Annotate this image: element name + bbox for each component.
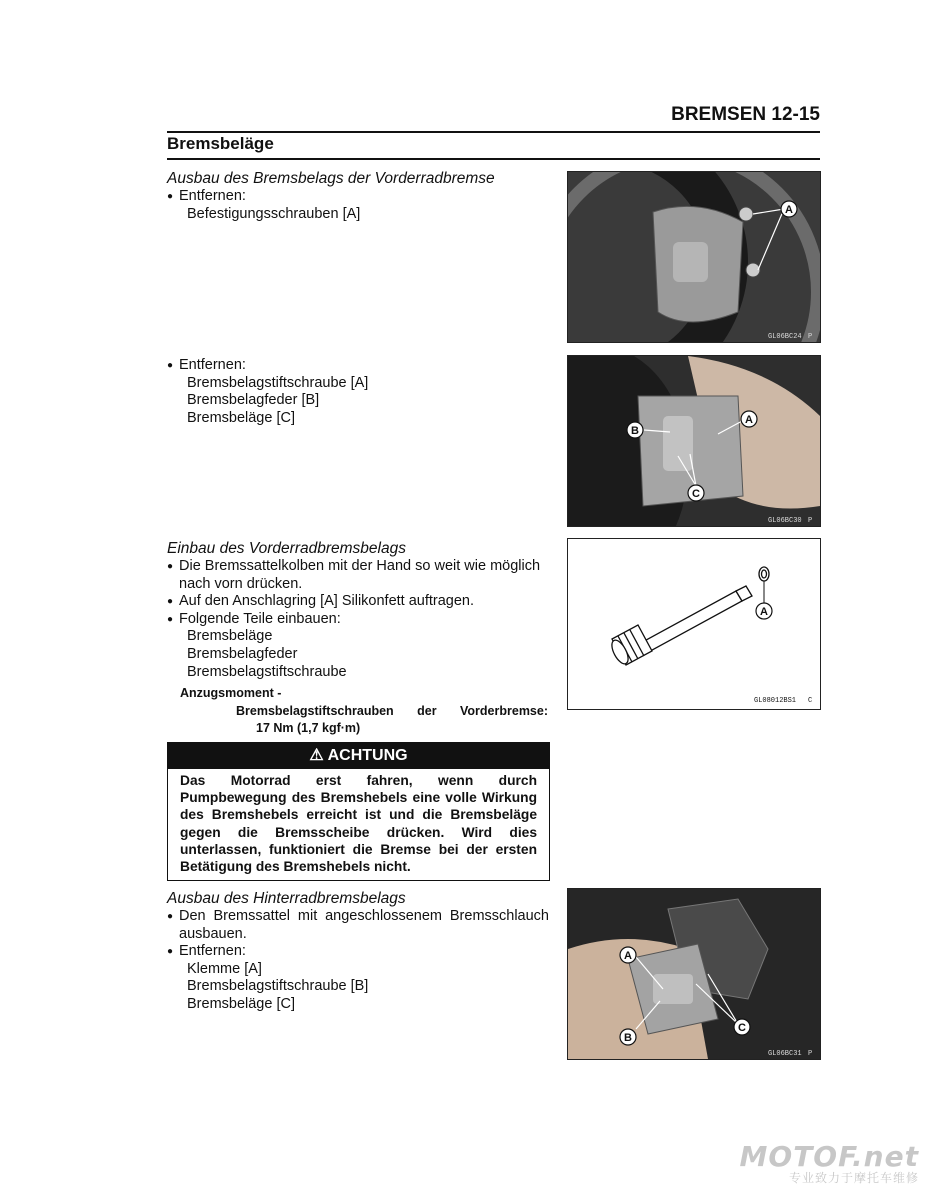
- pad-parts-item: Bremsbelagstiftschraube [A]: [187, 374, 369, 391]
- photo-code-suffix: P: [808, 333, 813, 341]
- watermark-logo: MOTOF.net: [739, 1140, 919, 1173]
- section-title: Bremsbeläge: [167, 134, 274, 153]
- front-caliper-illustration: [568, 172, 820, 342]
- callout-b-label: B: [631, 425, 639, 437]
- pin-bolt-illustration: [568, 539, 820, 709]
- rear-caliper-illustration: [568, 889, 820, 1059]
- pad-parts-item: Bremsbelagfeder [B]: [187, 392, 320, 409]
- rear-removal-item: Klemme [A]: [187, 960, 262, 977]
- section-rule: [167, 158, 820, 160]
- install-step: ● Die Bremssattelkolben mit der Hand so weit wie möglich nach vorn drücken.: [167, 558, 549, 593]
- front-pad-removal-block: [167, 170, 552, 223]
- warning-text: Das Motorrad erst fahren, wenn durch Pumpbewegung des Bremshebels eine volle Wirkung des Bremshebels erreicht ist und die Bremsbeläge gegen die Bremsscheibe drücken. Wird dies unterlassen, funktioniert die Bremse bei der ersten Betätigung des Bremshebels nicht.: [180, 773, 537, 875]
- photo-code: GL06BC31: [768, 1050, 802, 1058]
- rear-removal-step: ● Entfernen:: [167, 943, 549, 961]
- front-caliper-photo: [567, 171, 821, 343]
- front-pad-removal-item: Befestigungsschrauben [A]: [187, 205, 361, 222]
- rear-removal-step: ● Den Bremssattel mit angeschlossenem Bremsschlauch ausbauen.: [167, 908, 549, 943]
- front-pad-install-block: [167, 540, 549, 681]
- callout-a-label: A: [745, 414, 753, 426]
- photo-code-suffix: P: [808, 1050, 813, 1058]
- pad-parts-removal-step: ● Entfernen:: [167, 357, 552, 375]
- torque-value: 17 Nm (1,7 kgf·m): [256, 721, 361, 735]
- front-caliper-pads-illustration: [568, 356, 820, 526]
- diagram-code-suffix: C: [808, 697, 813, 705]
- callout-a-label: A: [624, 950, 632, 962]
- front-pad-removal-title: Ausbau des Bremsbelags der Vorderradbremse: [167, 170, 495, 187]
- warning-header: [168, 743, 549, 769]
- front-pad-install-title: Einbau des Vorderradbremsbelags: [167, 540, 406, 557]
- callout-c-label: C: [738, 1022, 746, 1034]
- install-item: Bremsbelagfeder: [187, 645, 298, 662]
- watermark: [740, 1140, 919, 1186]
- rear-removal-item: Bremsbeläge [C]: [187, 995, 295, 1012]
- front-caliper-pads-photo: [567, 355, 821, 527]
- rear-pad-removal-block: [167, 890, 549, 1014]
- install-item: Bremsbeläge: [187, 628, 273, 645]
- rear-removal-item: Bremsbelagstiftschraube [B]: [187, 978, 369, 995]
- photo-code-suffix: P: [808, 517, 813, 525]
- warning-box: [167, 742, 550, 881]
- callout-b-label: B: [624, 1032, 632, 1044]
- install-step: ● Auf den Anschlagring [A] Silikonfett auftragen.: [167, 593, 549, 611]
- header-rule: [167, 131, 820, 133]
- torque-item: Bremsbelagstiftschrauben der Vorderbremse:: [236, 704, 548, 718]
- callout-a-label: A: [760, 606, 768, 618]
- callout-a-label: A: [785, 204, 793, 216]
- warning-heading: ACHTUNG: [327, 747, 408, 764]
- photo-code: GL06BC30: [768, 517, 802, 525]
- watermark-tagline: 专业致力于摩托车维修: [788, 1171, 919, 1185]
- torque-label: Anzugsmoment -: [180, 686, 282, 700]
- pad-parts-item: Bremsbeläge [C]: [187, 409, 295, 426]
- front-pad-removal-step: ● Entfernen:: [167, 188, 552, 206]
- rear-caliper-photo: [567, 888, 821, 1060]
- warning-triangle-icon: ⚠: [309, 747, 324, 764]
- install-step: ● Folgende Teile einbauen:: [167, 611, 549, 629]
- photo-code: GL06BC24: [768, 333, 802, 341]
- rear-pad-removal-title: Ausbau des Hinterradbremsbelags: [167, 890, 406, 907]
- pin-bolt-diagram: [567, 538, 821, 710]
- pad-parts-removal-block: [167, 357, 552, 427]
- diagram-code: GL08012BS1: [754, 697, 797, 705]
- page-header-title: BREMSEN 12-15: [671, 104, 820, 125]
- callout-c-label: C: [692, 488, 700, 500]
- install-item: Bremsbelagstiftschraube: [187, 663, 347, 680]
